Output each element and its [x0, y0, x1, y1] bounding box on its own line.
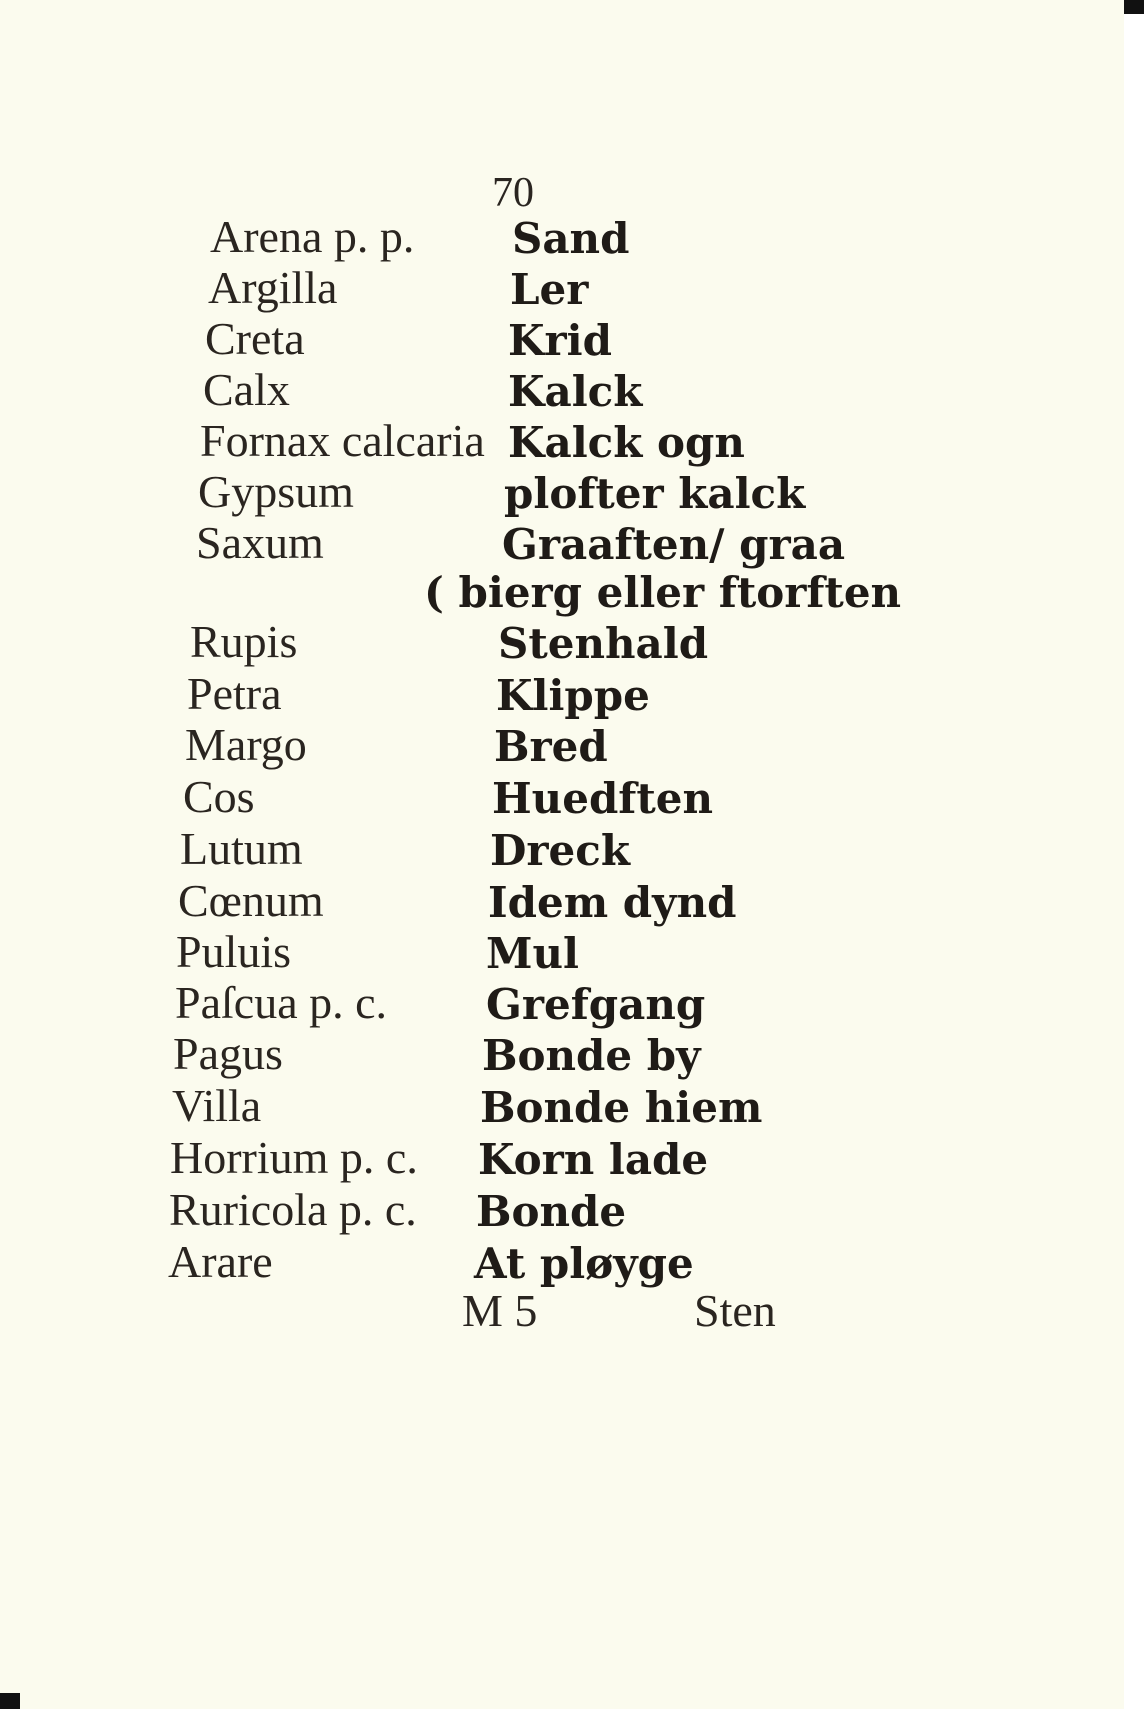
danish-term: Klippe: [496, 671, 650, 720]
latin-term: Villa: [172, 1080, 262, 1131]
catchword: Sten: [694, 1285, 776, 1336]
page-number: 70: [492, 170, 534, 216]
latin-term: Ruricola p. c.: [169, 1184, 417, 1235]
danish-term: Huedften: [492, 774, 714, 823]
latin-term: Lutum: [180, 823, 303, 874]
latin-term: Margo: [185, 719, 307, 770]
latin-term: Pagus: [173, 1028, 283, 1079]
danish-term: Krid: [508, 316, 612, 365]
danish-term: Bonde hiem: [480, 1083, 763, 1132]
latin-term: Creta: [205, 313, 305, 364]
signature-mark: M 5: [462, 1285, 538, 1336]
danish-term: Stenhald: [498, 619, 709, 668]
latin-term: Saxum: [196, 517, 324, 568]
danish-term: Korn lade: [478, 1135, 709, 1184]
danish-term: Graaften/ graa: [502, 520, 846, 569]
latin-term: Argilla: [208, 262, 338, 313]
latin-term: Rupis: [190, 616, 298, 667]
danish-term: Grefgang: [486, 980, 706, 1029]
latin-term: Cos: [183, 771, 255, 822]
danish-term: Kalck ogn: [508, 418, 745, 467]
latin-term: Puluis: [176, 926, 292, 977]
danish-term: Mul: [486, 929, 579, 978]
danish-term: Kalck: [508, 367, 643, 416]
danish-term: Bonde: [476, 1187, 627, 1236]
danish-term: At pløyge: [474, 1239, 694, 1288]
latin-term: Fornax calcaria: [200, 415, 485, 466]
latin-term: Arena p. p.: [210, 211, 415, 262]
danish-term: Bonde by: [482, 1031, 701, 1080]
danish-term-continuation: ( bierg eller ftorften: [424, 568, 902, 617]
danish-term: Bred: [494, 722, 608, 771]
danish-term: plofter kalck: [504, 469, 806, 518]
danish-term: Sand: [512, 214, 630, 263]
scan-edge-mark: [1124, 0, 1144, 14]
danish-term: Ler: [510, 265, 589, 314]
scan-edge-mark: [0, 1693, 20, 1709]
latin-term: Paſcua p. c.: [175, 977, 388, 1028]
latin-term: Horrium p. c.: [170, 1132, 418, 1183]
latin-term: Arare: [168, 1236, 273, 1287]
latin-term: Cœnum: [178, 875, 324, 926]
latin-term: Calx: [203, 364, 290, 415]
danish-term: Idem dynd: [488, 878, 737, 927]
danish-term: Dreck: [490, 826, 630, 875]
latin-term: Petra: [187, 668, 282, 719]
latin-term: Gypsum: [198, 466, 354, 517]
